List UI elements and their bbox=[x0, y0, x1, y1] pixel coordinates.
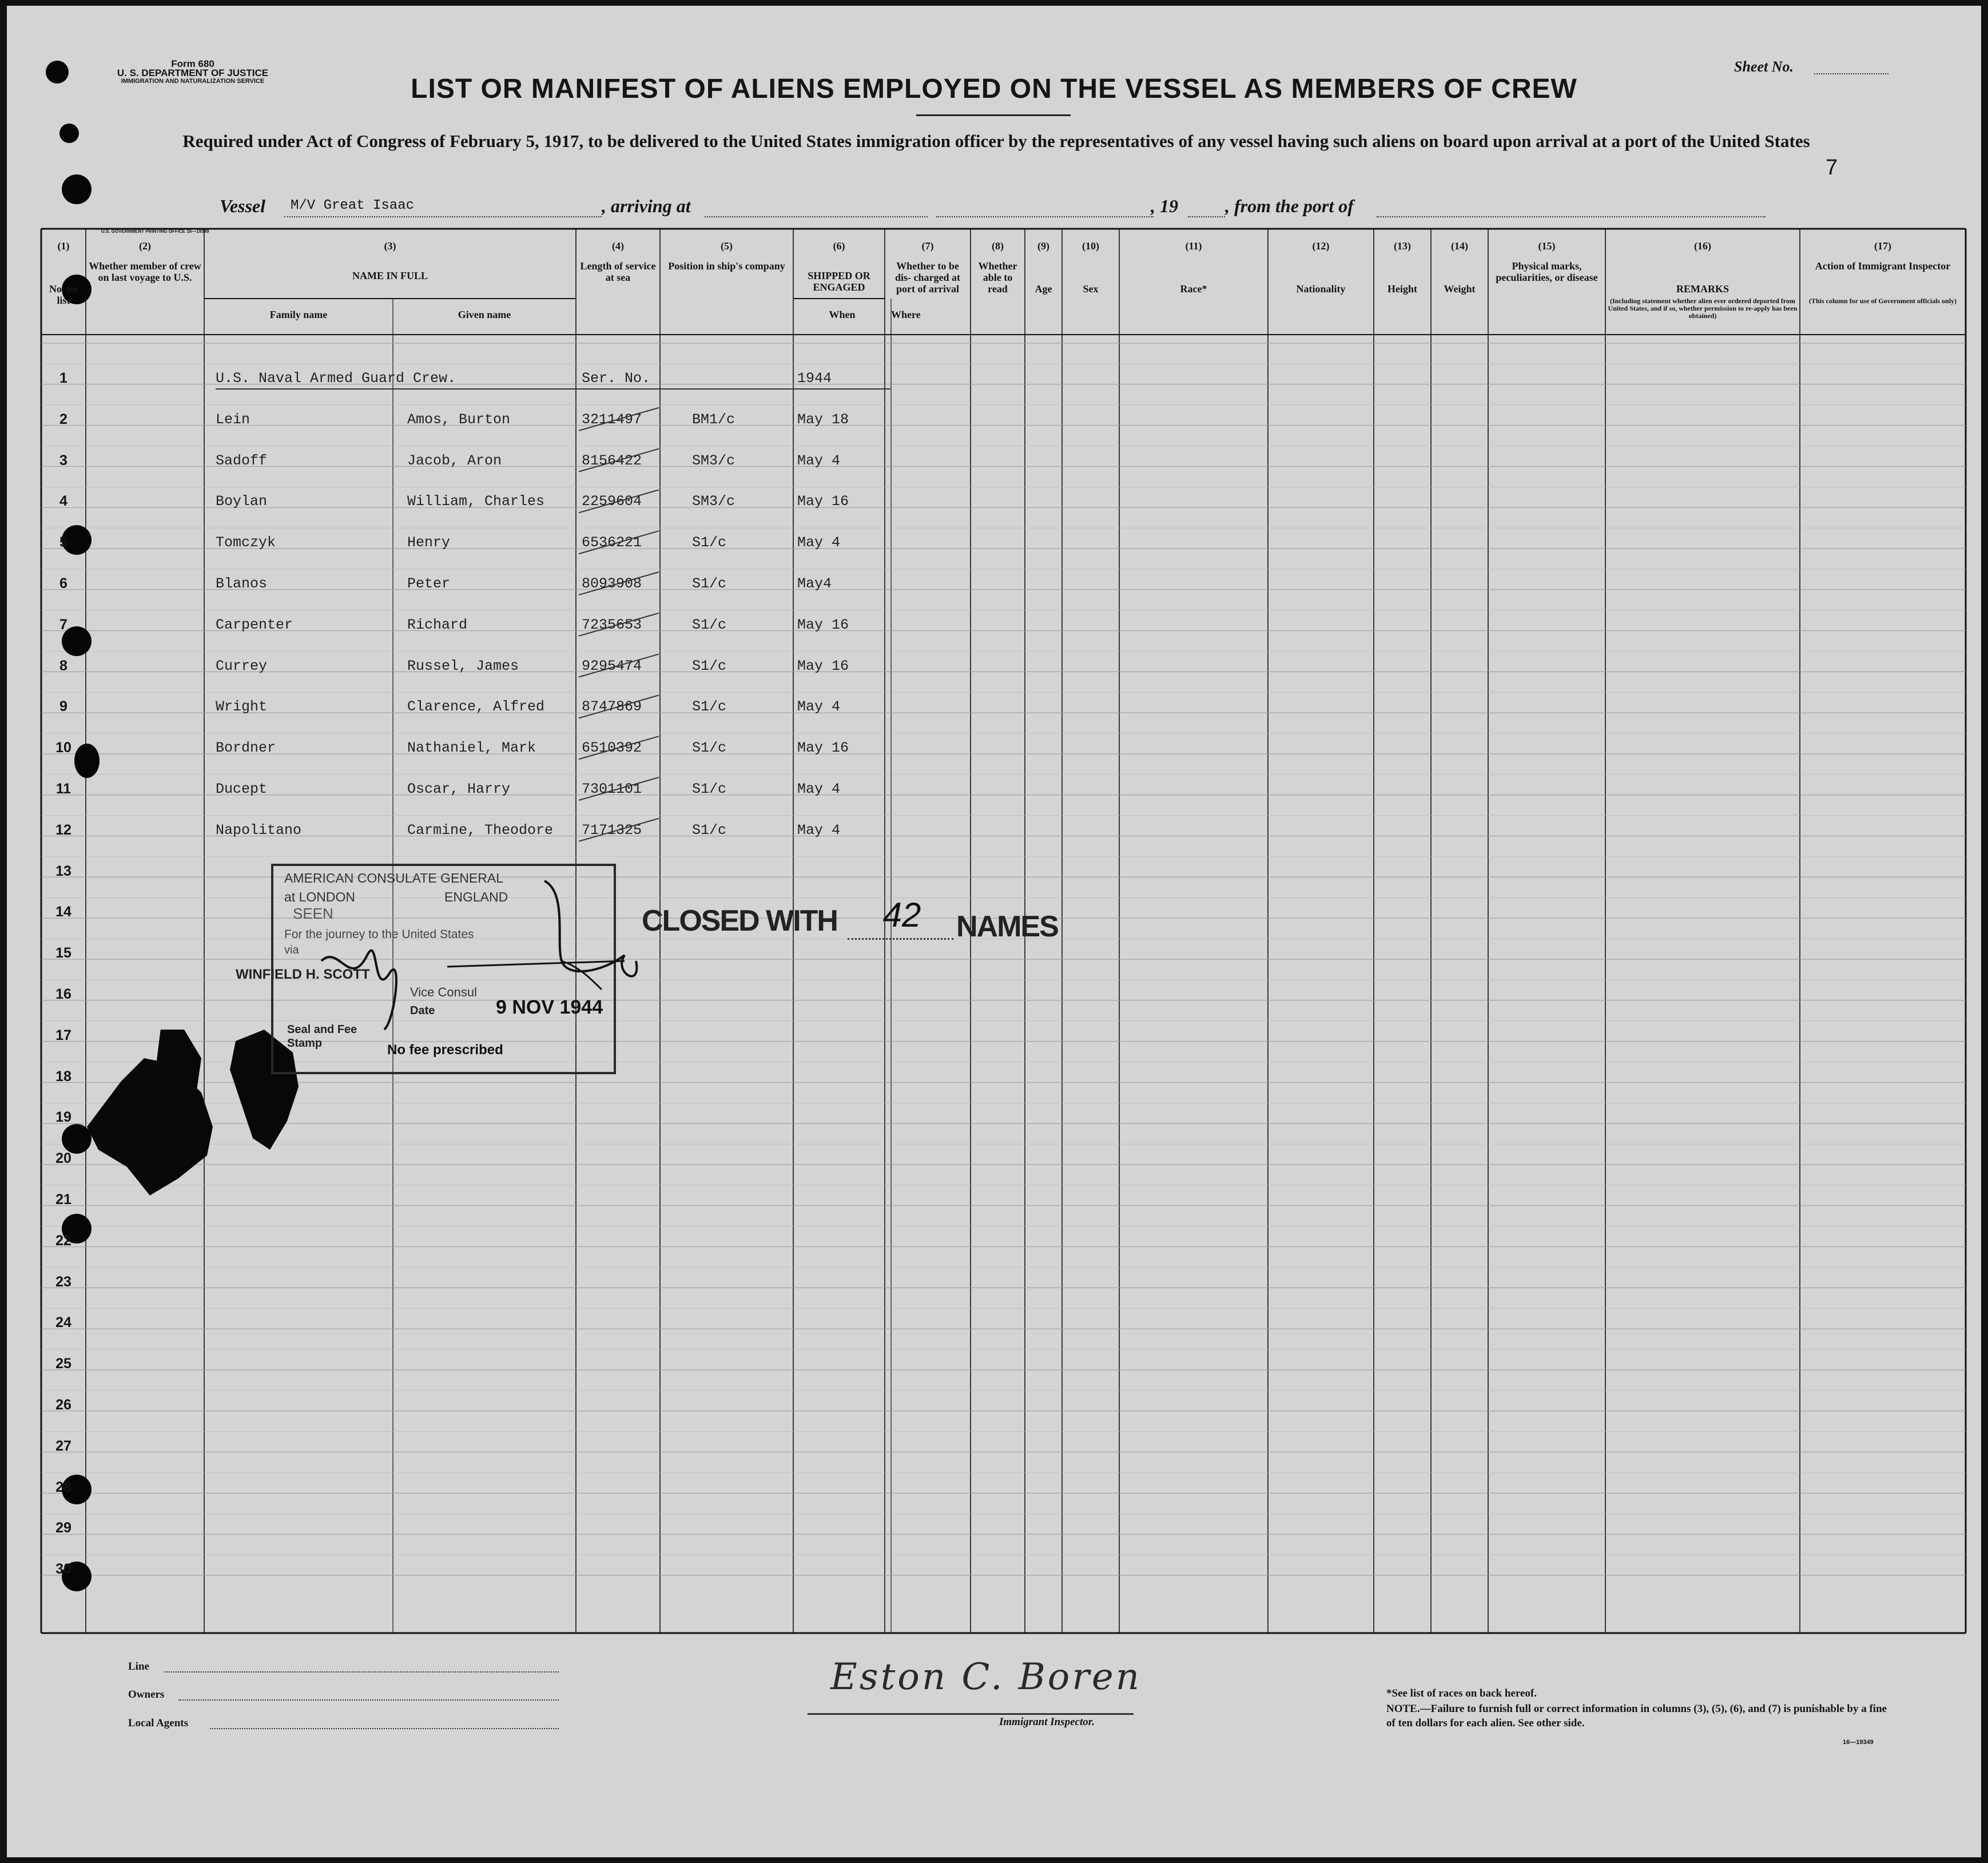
entry-given: Russel, James bbox=[407, 657, 519, 674]
column-header-label: No. on list bbox=[49, 283, 78, 306]
row-number: 25 bbox=[55, 1356, 71, 1372]
entry-when: May 16 bbox=[797, 657, 849, 674]
form-subtitle: Required under Act of Congress of February 5, 1917, to be delivered to the United States immigration officer by the representatives of any vessel having such aliens on board upon arrival at a port of the United States bbox=[182, 131, 1810, 151]
column-subheader: Where bbox=[891, 309, 921, 320]
column-number: (10) bbox=[1082, 240, 1099, 252]
fee-note: No fee prescribed bbox=[387, 1042, 503, 1058]
entry-given: Carmine, Theodore bbox=[407, 821, 554, 839]
closed-stamp-suffix: NAMES bbox=[956, 910, 1058, 943]
entry-family: Lein bbox=[216, 411, 251, 428]
column-subheader: Family name bbox=[269, 309, 328, 320]
column-number: (15) bbox=[1538, 240, 1556, 252]
row-number: 16 bbox=[55, 986, 71, 1002]
column-number: (8) bbox=[992, 240, 1004, 252]
form-title: LIST OR MANIFEST OF ALIENS EMPLOYED ON THE VESSEL AS MEMBERS OF CREW bbox=[411, 74, 1577, 104]
column-number: (12) bbox=[1312, 240, 1330, 252]
entry-family: U.S. Naval Armed Guard Crew. bbox=[216, 370, 456, 387]
entry-service: 6510392 bbox=[582, 740, 642, 757]
column-header-label: Race* bbox=[1180, 283, 1207, 295]
strike-mark bbox=[579, 736, 659, 759]
entry-position: S1/c bbox=[692, 575, 727, 592]
consul-title: Vice Consul bbox=[410, 985, 477, 999]
entry-when: May 16 bbox=[797, 493, 849, 510]
strike-mark bbox=[579, 531, 659, 554]
seal-fee-label: Seal and Fee Stamp bbox=[287, 1023, 357, 1050]
consulate-country: ENGLAND bbox=[444, 889, 508, 904]
entry-position: S1/c bbox=[692, 616, 727, 633]
entry-family: Carpenter bbox=[216, 616, 293, 633]
row-number: 22 bbox=[55, 1232, 71, 1249]
column-header-label: Whether member of crew on last voyage to U.S. bbox=[89, 260, 201, 283]
service-name: IMMIGRATION AND NATURALIZATION SERVICE bbox=[121, 78, 265, 85]
row-number: 26 bbox=[55, 1397, 71, 1413]
column-number: (6) bbox=[833, 240, 845, 252]
column-header-label: NAME IN FULL bbox=[352, 270, 428, 281]
strike-mark bbox=[579, 654, 659, 677]
strike-mark bbox=[579, 408, 659, 431]
row-number: 18 bbox=[55, 1068, 71, 1085]
column-number: (11) bbox=[1185, 240, 1202, 252]
entry-given: Richard bbox=[407, 616, 468, 633]
entry-given: Nathaniel, Mark bbox=[407, 740, 536, 757]
owners-dotted bbox=[178, 1699, 559, 1701]
entry-service: Ser. No. bbox=[582, 370, 651, 387]
row-number: 11 bbox=[55, 781, 71, 797]
entry-position: S1/c bbox=[692, 821, 727, 839]
entry-family: Bordner bbox=[216, 740, 276, 757]
entry-family: Boylan bbox=[216, 493, 268, 510]
entry-when: May 4 bbox=[797, 534, 841, 551]
entry-position: S1/c bbox=[692, 781, 727, 797]
column-header-label: Sex bbox=[1083, 283, 1099, 295]
strike-mark bbox=[579, 695, 659, 718]
entry-when: 1944 bbox=[797, 370, 832, 387]
year-label: , 19 bbox=[1151, 196, 1178, 216]
column-header-label: Length of service at sea bbox=[580, 260, 656, 283]
column-header-label: Age bbox=[1035, 283, 1052, 295]
form-number: Form 680 bbox=[171, 58, 214, 69]
entry-position: BM1/c bbox=[692, 411, 735, 428]
consulate-name: AMERICAN CONSULATE GENERAL bbox=[284, 871, 503, 885]
column-subheader: Given name bbox=[458, 309, 511, 320]
entry-family: Sadoff bbox=[216, 452, 268, 469]
entry-given: Jacob, Aron bbox=[407, 452, 502, 469]
column-subheader: When bbox=[829, 309, 856, 320]
vessel-name: M/V Great Isaac bbox=[291, 198, 415, 213]
row-number: 3 bbox=[59, 452, 67, 468]
row-number: 28 bbox=[55, 1479, 71, 1495]
column-number: (7) bbox=[921, 240, 934, 252]
seen-mark: SEEN bbox=[293, 905, 333, 922]
entry-when: May 4 bbox=[797, 698, 841, 716]
column-number: (3) bbox=[384, 240, 396, 252]
strike-mark bbox=[579, 613, 659, 636]
row-number: 13 bbox=[55, 863, 71, 879]
entry-service: 7235653 bbox=[582, 616, 642, 633]
entry-given: Amos, Burton bbox=[407, 411, 511, 428]
entry-service: 7171325 bbox=[582, 821, 642, 839]
closed-count-line bbox=[848, 938, 953, 940]
entry-family: Blanos bbox=[216, 575, 268, 592]
column-header-label: Weight bbox=[1444, 283, 1476, 295]
consul-officer-name: WINFIELD H. SCOTT bbox=[236, 967, 370, 982]
column-header-note: (Including statement whether alien ever ordered deported from United States, and if so, whether permission to re-apply has been obtained) bbox=[1608, 297, 1798, 320]
column-header-label: Action of Immigrant Inspector bbox=[1815, 260, 1951, 272]
service-number-strikes bbox=[573, 406, 676, 864]
entry-service: 6536221 bbox=[582, 534, 642, 551]
column-header-label: Whether to be dis- charged at port of arrival bbox=[895, 260, 960, 295]
column-header-label: Nationality bbox=[1296, 283, 1346, 295]
entry-given: Oscar, Harry bbox=[407, 781, 511, 797]
row-number: 21 bbox=[55, 1191, 71, 1207]
inspector-label: Immigrant Inspector. bbox=[999, 1716, 1095, 1728]
row-number: 14 bbox=[55, 904, 71, 920]
entry-service: 2259604 bbox=[582, 493, 642, 510]
closed-stamp-count: 42 bbox=[882, 896, 921, 934]
entry-family: Tomczyk bbox=[216, 534, 276, 551]
column-header-note: (This column for use of Government officials only) bbox=[1808, 297, 1957, 305]
journey-line: For the journey to the United States bbox=[284, 928, 474, 941]
inspector-signature: Eston C. Boren bbox=[830, 1656, 1142, 1698]
strike-mark bbox=[579, 572, 659, 595]
entry-family: Wright bbox=[216, 698, 268, 716]
manifest-sheet bbox=[7, 6, 1981, 1857]
entry-position: S1/c bbox=[692, 657, 727, 674]
entry-service: 8156422 bbox=[582, 452, 642, 469]
row-number: 29 bbox=[55, 1520, 71, 1536]
entry-position: S1/c bbox=[692, 698, 727, 716]
entry-position: SM3/c bbox=[692, 452, 735, 469]
row-number: 19 bbox=[55, 1109, 71, 1126]
title-rule bbox=[916, 114, 1071, 116]
entry-given: William, Charles bbox=[407, 493, 545, 510]
entry-given: Clarence, Alfred bbox=[407, 698, 545, 716]
entry-service: 9295474 bbox=[582, 657, 642, 674]
entry-family: Currey bbox=[216, 657, 268, 674]
column-header-label: Position in ship's company bbox=[668, 260, 785, 272]
row-number: 7 bbox=[59, 616, 67, 633]
row-number: 23 bbox=[55, 1273, 71, 1290]
entry-position: S1/c bbox=[692, 534, 727, 551]
entry-when: May 16 bbox=[797, 740, 849, 757]
strike-mark bbox=[579, 777, 659, 800]
row-number: 30 bbox=[55, 1561, 71, 1578]
column-header-label: Whether able to read bbox=[978, 260, 1017, 295]
from-port-label: , from the port of bbox=[1225, 196, 1354, 216]
consul-signature bbox=[304, 875, 659, 1047]
vessel-label: Vessel bbox=[220, 196, 265, 216]
entry-position: S1/c bbox=[692, 740, 727, 757]
entry-when: May 4 bbox=[797, 821, 841, 839]
arriving-dotted-line bbox=[705, 216, 928, 217]
entry-position: SM3/c bbox=[692, 493, 735, 510]
line-label: Line bbox=[128, 1661, 149, 1673]
row-number: 10 bbox=[55, 740, 71, 756]
row-number: 24 bbox=[55, 1314, 71, 1331]
entry-service: 3211497 bbox=[582, 411, 642, 428]
entry-when: May 18 bbox=[797, 411, 849, 428]
entry-given: Henry bbox=[407, 534, 451, 551]
local-agents-dotted bbox=[210, 1728, 559, 1729]
row-number: 17 bbox=[55, 1027, 71, 1043]
column-number: (13) bbox=[1394, 240, 1411, 252]
row-number: 9 bbox=[59, 698, 67, 715]
column-number: (2) bbox=[139, 240, 151, 252]
vessel-dotted-line bbox=[284, 216, 602, 217]
row-number: 8 bbox=[59, 657, 67, 674]
row-number: 5 bbox=[59, 534, 67, 551]
row-number: 4 bbox=[59, 493, 67, 510]
armed-guard-underline bbox=[216, 388, 890, 390]
entry-service: 8093908 bbox=[582, 575, 642, 592]
entry-when: May 4 bbox=[797, 781, 841, 797]
sheet-number-label: Sheet No. bbox=[1734, 58, 1794, 75]
date-dotted-line bbox=[936, 216, 1154, 217]
column-number: (16) bbox=[1694, 240, 1711, 252]
strike-mark bbox=[579, 819, 659, 841]
form-code: 16—19349 bbox=[1843, 1739, 1874, 1746]
entry-family: Napolitano bbox=[216, 821, 302, 839]
inspector-signature-line bbox=[808, 1713, 1134, 1715]
row-number: 27 bbox=[55, 1437, 71, 1454]
entry-when: May 16 bbox=[797, 616, 849, 633]
entry-given: Peter bbox=[407, 575, 451, 592]
consulate-city: at LONDON bbox=[284, 889, 355, 904]
page-mark: 7 bbox=[1826, 156, 1838, 180]
column-number: (9) bbox=[1037, 240, 1049, 252]
column-header-label: REMARKS bbox=[1676, 283, 1729, 295]
entry-when: May 4 bbox=[797, 452, 841, 469]
owners-label: Owners bbox=[128, 1689, 165, 1701]
via-label: via bbox=[284, 944, 299, 956]
stamp-date: 9 NOV 1944 bbox=[496, 996, 603, 1018]
row-number: 6 bbox=[59, 575, 67, 591]
printer-line: U.S. GOVERNMENT PRINTING OFFICE 16—19349 bbox=[101, 229, 209, 234]
penalty-note: NOTE.—Failure to furnish full or correct information in columns (3), (5), (6), and (7) is punishable by a fine of ten dollars for each alien. See other side. bbox=[1386, 1703, 1887, 1729]
entry-family: Ducept bbox=[216, 781, 268, 797]
date-label: Date bbox=[410, 1004, 435, 1017]
entry-when: May4 bbox=[797, 575, 832, 592]
punch-hole bbox=[59, 124, 79, 143]
column-number: (5) bbox=[721, 240, 733, 252]
line-dotted bbox=[164, 1671, 559, 1673]
column-header-label: Height bbox=[1387, 283, 1417, 295]
entry-service: 8747869 bbox=[582, 698, 642, 716]
row-number: 12 bbox=[55, 821, 71, 838]
strike-mark bbox=[579, 490, 659, 513]
row-number: 1 bbox=[59, 370, 67, 386]
column-header-label: SHIPPED OR ENGAGED bbox=[808, 270, 870, 293]
year-dotted-line bbox=[1188, 216, 1225, 217]
column-number: (4) bbox=[612, 240, 624, 252]
entry-service: 7301101 bbox=[582, 781, 642, 797]
from-port-dotted-line bbox=[1377, 216, 1766, 217]
column-number: (17) bbox=[1874, 240, 1891, 252]
ink-blot bbox=[81, 1030, 224, 1201]
punch-hole bbox=[62, 174, 92, 204]
local-agents-label: Local Agents bbox=[128, 1717, 189, 1729]
column-number: (14) bbox=[1451, 240, 1468, 252]
races-note: *See list of races on back hereof. bbox=[1386, 1687, 1537, 1699]
row-number: 20 bbox=[55, 1150, 71, 1167]
column-header-label: Physical marks, peculiarities, or disease bbox=[1496, 260, 1598, 283]
row-number: 15 bbox=[55, 945, 71, 962]
department-name: U. S. DEPARTMENT OF JUSTICE bbox=[117, 67, 269, 78]
column-number: (1) bbox=[57, 240, 70, 252]
arriving-label: , arriving at bbox=[602, 196, 691, 216]
row-number: 2 bbox=[59, 411, 67, 427]
strike-mark bbox=[579, 449, 659, 472]
closed-stamp-prefix: CLOSED WITH bbox=[642, 904, 837, 938]
